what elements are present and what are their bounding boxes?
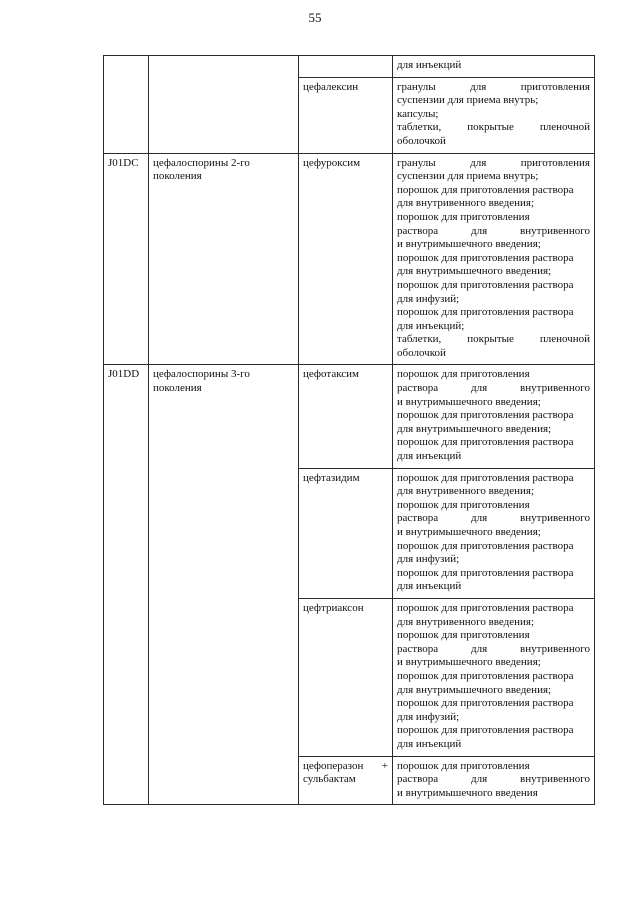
drug-name-cell — [299, 153, 393, 365]
dosage-form-line: для инфузий; — [397, 553, 460, 566]
drug-name-cell — [299, 56, 393, 78]
dosage-form-line: и внутримышечного введения; — [397, 238, 541, 251]
dosage-forms-cell — [393, 365, 595, 468]
dosage-form-line: порошок для приготовления раствора — [397, 278, 574, 291]
dosage-form-line: оболочкой — [397, 134, 446, 147]
dosage-forms-cell — [393, 77, 595, 153]
dosage-form-line: для инфузий; — [397, 710, 460, 723]
drug-name-cell — [299, 365, 393, 468]
drug-name: цефтазидим — [303, 471, 360, 484]
dosage-form-line: таблетки, покрытые пленочной — [397, 121, 590, 134]
drug-name: цефоперазон + сульбактам — [303, 759, 388, 786]
dosage-form-line: для внутримышечного введения; — [397, 422, 552, 435]
drug-name: цефтриаксон — [303, 601, 364, 614]
atc-code-cell — [104, 365, 149, 805]
dosage-form-line: порошок для приготовления раствора — [397, 409, 574, 422]
dosage-form-line: для внутривенного введения; — [397, 615, 535, 628]
drug-name-cell — [299, 598, 393, 756]
dosage-forms-cell — [393, 468, 595, 598]
dosage-form-line: суспензии для приема внутрь; — [397, 94, 539, 107]
dosage-form-line: для инъекций; — [397, 319, 465, 332]
dosage-form-line: порошок для приготовления — [397, 368, 530, 381]
dosage-forms-cell — [393, 598, 595, 756]
drug-group: цефалоспорины 3-го поколения — [153, 368, 250, 395]
dosage-form-line: раствора для внутривенного — [397, 512, 590, 525]
dosage-form-line: для внутримышечного введения; — [397, 265, 552, 278]
dosage-form-line: и внутримышечного введения; — [397, 526, 541, 538]
drug-group-cell — [149, 365, 299, 805]
dosage-form-line: для инъекций — [397, 737, 462, 750]
dosage-form-line: таблетки, покрытые пленочной — [397, 333, 590, 346]
dosage-form-line: порошок для приготовления раствора — [397, 566, 574, 579]
drug-name-cell — [299, 77, 393, 153]
dosage-form-line: для инфузий; — [397, 292, 460, 305]
dosage-form-line: порошок для приготовления раствора — [397, 471, 574, 484]
dosage-form-line: порошок для приготовления раствора — [397, 601, 574, 614]
dosage-form-line: для инъекций — [397, 580, 462, 593]
dosage-form-line: для внутримышечного введения; — [397, 683, 552, 696]
dosage-form-line: капсулы; — [397, 107, 439, 120]
dosage-form-line: оболочкой — [397, 346, 446, 359]
dosage-form-line: суспензии для приема внутрь; — [397, 170, 539, 183]
table-row — [104, 365, 595, 468]
dosage-forms-cell — [393, 756, 595, 805]
atc-code-cell — [104, 153, 149, 365]
drug-group-cell — [149, 153, 299, 365]
dosage-form-line: и внутримышечного введения; — [397, 395, 541, 408]
dosage-form-line: раствора для внутривенного — [397, 224, 590, 237]
dosage-form-line: порошок для приготовления раствора — [397, 724, 574, 737]
drug-name-cell — [299, 468, 393, 598]
dosage-form-line: для инъекций — [397, 450, 462, 463]
table-row — [104, 153, 595, 365]
dosage-form-line: гранулы для приготовления — [397, 80, 590, 93]
dosage-form-line: порошок для приготовления — [397, 210, 530, 223]
dosage-form-line: порошок для приготовления — [397, 629, 530, 642]
drug-name: цефуроксим — [303, 156, 361, 169]
atc-code: J01DC — [108, 156, 139, 169]
dosage-form-line: раствора для внутривенного — [397, 382, 590, 395]
dosage-form-line: порошок для приготовления — [397, 498, 530, 511]
dosage-form-line: порошок для приготовления — [397, 759, 530, 772]
drug-group: цефалоспорины 2-го поколения — [153, 156, 250, 183]
atc-code-cell — [104, 56, 149, 154]
dosage-form-line: для внутривенного введения; — [397, 197, 535, 210]
dosage-form-line: раствора для внутривенного — [397, 642, 590, 655]
dosage-form-line: раствора для внутривенного — [397, 773, 590, 786]
medication-table — [103, 55, 595, 805]
dosage-form-line: порошок для приготовления раствора — [397, 539, 574, 552]
dosage-form-line: порошок для приготовления раствора — [397, 306, 574, 319]
dosage-form-line: порошок для приготовления раствора — [397, 183, 574, 196]
atc-code: J01DD — [108, 368, 140, 381]
dosage-forms-cell — [393, 153, 595, 365]
medication-table-body — [104, 56, 595, 805]
table-row — [104, 56, 595, 78]
dosage-form-line: для инъекций — [397, 59, 462, 71]
drug-name: цефотаксим — [303, 368, 360, 381]
dosage-form-line: для внутривенного введения; — [397, 485, 535, 498]
dosage-form-line: порошок для приготовления раствора — [397, 436, 574, 449]
drug-name: цефалексин — [303, 80, 359, 93]
dosage-form-line: порошок для приготовления раствора — [397, 697, 574, 710]
dosage-form-line: и внутримышечного введения — [397, 786, 538, 799]
dosage-form-line: порошок для приготовления раствора — [397, 251, 574, 264]
drug-name-cell — [299, 756, 393, 805]
dosage-form-line: гранулы для приготовления — [397, 156, 590, 169]
dosage-form-line: и внутримышечного введения; — [397, 656, 541, 669]
page-number: 55 — [308, 10, 322, 25]
dosage-form-line: порошок для приготовления раствора — [397, 669, 574, 682]
dosage-forms-cell — [393, 56, 595, 78]
drug-group-cell — [149, 56, 299, 154]
